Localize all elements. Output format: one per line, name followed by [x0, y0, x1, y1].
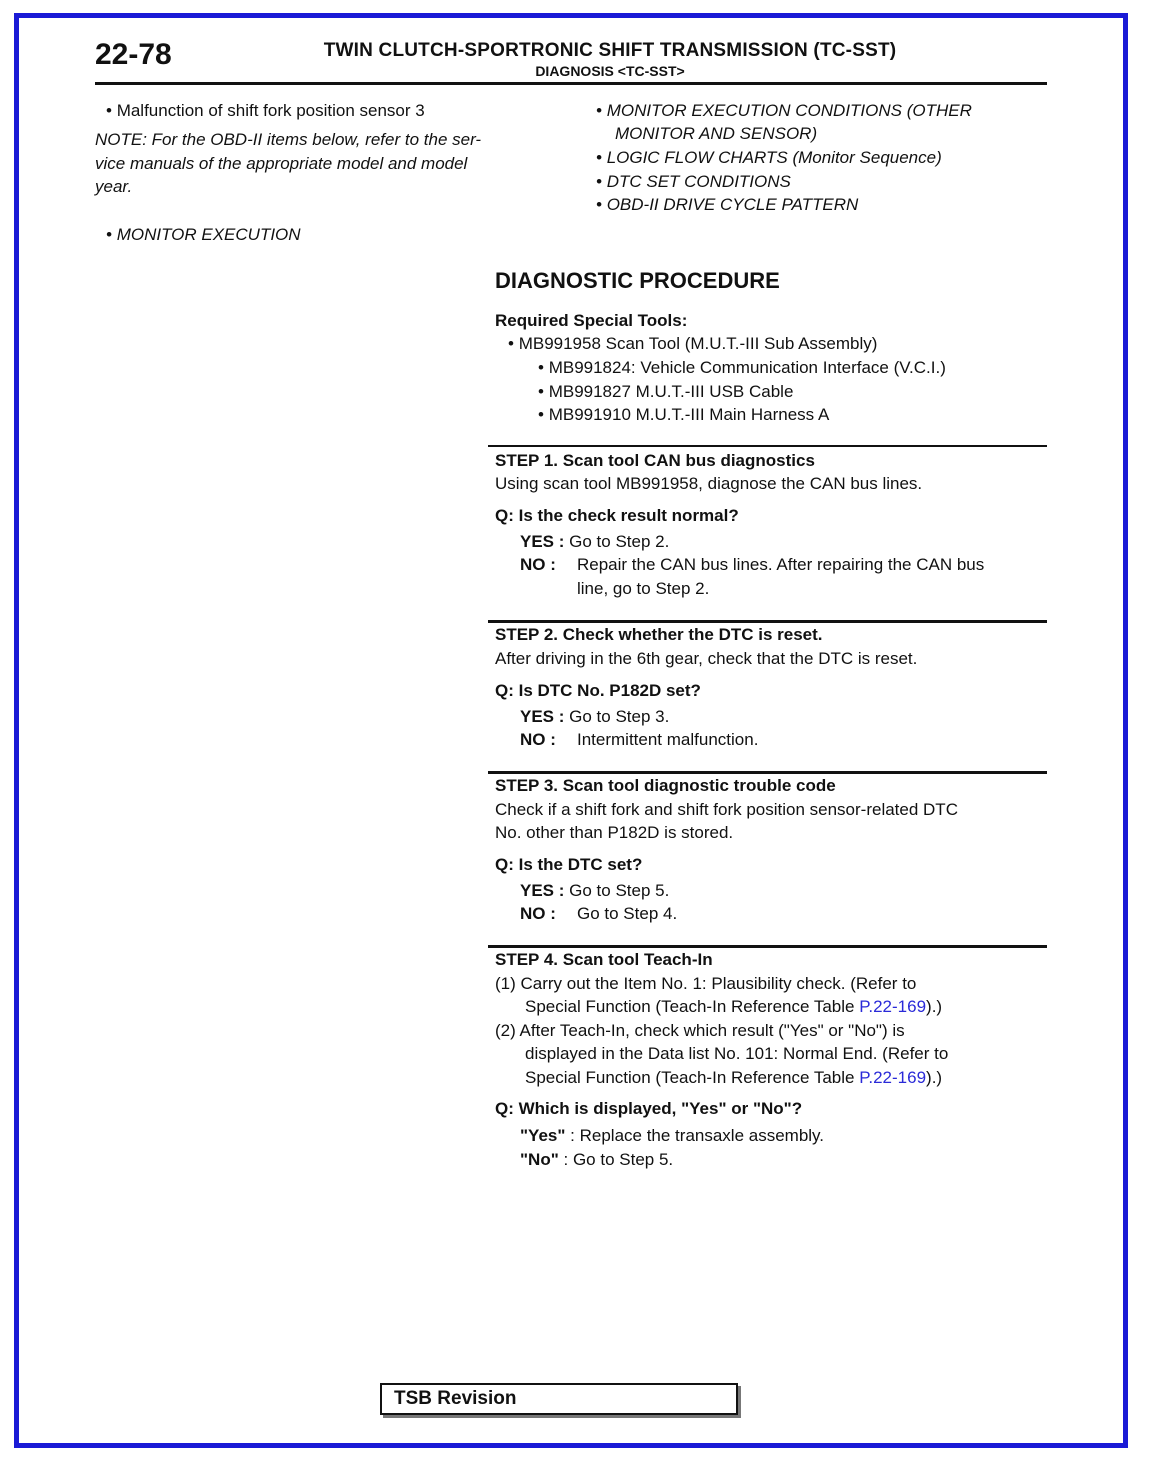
bullet-dot: • — [596, 148, 607, 167]
tool-vci: • MB991824: Vehicle Communication Interface (V.C.I.) — [538, 358, 946, 377]
note-line-2: vice manuals of the appropriate model and model — [95, 154, 468, 173]
list-item-logic-flow: • LOGIC FLOW CHARTS (Monitor Sequence) — [596, 148, 942, 167]
no-label: NO : — [520, 730, 556, 749]
step2-body: After driving in the 6th gear, check that the DTC is reset. — [495, 649, 918, 668]
yes-label: YES : — [520, 707, 565, 726]
yes-text: Go to Step 3. — [569, 707, 670, 726]
step1-question: Q: Is the check result normal? — [495, 506, 739, 525]
step2-title: STEP 2. Check whether the DTC is reset. — [495, 625, 823, 644]
yes-text: Go to Step 5. — [569, 881, 670, 900]
yes-label: "Yes" — [520, 1126, 566, 1145]
no-label: NO : — [520, 555, 556, 574]
step2-no-text: Intermittent malfunction. — [577, 730, 759, 749]
tool-main-harness: • MB991910 M.U.T.-III Main Harness A — [538, 405, 830, 424]
no-text: : Go to Step 5. — [558, 1150, 674, 1169]
step4-question: Q: Which is displayed, "Yes" or "No"? — [495, 1099, 803, 1118]
step1-no-label — [520, 553, 556, 577]
step4-item1-line2: Special Function (Teach-In Reference Table P.22-169).) — [525, 997, 943, 1016]
bullet-dot: • — [538, 405, 549, 424]
step4-no — [520, 1148, 673, 1172]
yes-text: Go to Step 2. — [569, 532, 670, 551]
note-line-1: NOTE: For the OBD-II items below, refer to the ser- — [95, 130, 482, 149]
step3-yes — [520, 879, 669, 903]
step3-question: Q: Is the DTC set? — [495, 855, 643, 874]
reference-link[interactable]: P.22-169 — [859, 997, 927, 1016]
divider-step1 — [488, 445, 1047, 447]
step1-title: STEP 1. Scan tool CAN bus diagnostics — [495, 451, 815, 470]
yes-text: : Replace the transaxle assembly. — [565, 1126, 825, 1145]
step2-no-label — [520, 728, 556, 752]
procedure-heading: DIAGNOSTIC PROCEDURE — [495, 268, 780, 293]
step4-item2-line2: displayed in the Data list No. 101: Normal End. (Refer to — [525, 1044, 949, 1063]
step2-question: Q: Is DTC No. P182D set? — [495, 681, 701, 700]
bullet-dot: • — [596, 101, 607, 120]
step3-body-1: Check if a shift fork and shift fork position sensor-related DTC — [495, 800, 958, 819]
step1-body: Using scan tool MB991958, diagnose the CAN bus lines. — [495, 474, 923, 493]
step1-yes — [520, 530, 669, 554]
list-item-conditions-cont: MONITOR AND SENSOR) — [615, 124, 818, 143]
bullet-dot: • — [508, 334, 519, 353]
bullet-malfunction: • Malfunction of shift fork position sensor 3 — [106, 101, 425, 120]
bullet-dot: • — [596, 172, 607, 191]
no-label: "No" — [520, 1150, 559, 1169]
bullet-dot: • — [538, 358, 549, 377]
step4-yes — [520, 1124, 824, 1148]
section-subtitle: DIAGNOSIS <TC-SST> — [535, 63, 685, 79]
yes-label: YES : — [520, 532, 565, 551]
header-rule — [95, 82, 1047, 85]
step3-no-label — [520, 902, 556, 926]
bullet-dot: • — [106, 101, 117, 120]
bullet-dot: • — [538, 382, 549, 401]
monitor-execution-item: • MONITOR EXECUTION — [106, 225, 301, 244]
tools-heading: Required Special Tools: — [495, 311, 688, 330]
section-title: TWIN CLUTCH-SPORTRONIC SHIFT TRANSMISSION (TC-SST) — [323, 40, 897, 61]
reference-link[interactable]: P.22-169 — [859, 1068, 927, 1087]
step4-item2-line1: (2) After Teach-In, check which result ("Yes" or "No") is — [495, 1021, 905, 1040]
step3-body-2: No. other than P182D is stored. — [495, 823, 734, 842]
list-item-dtc-set: • DTC SET CONDITIONS — [596, 172, 791, 191]
tsb-revision-label: TSB Revision — [394, 1388, 517, 1409]
note-line-3: year. — [95, 177, 133, 196]
yes-label: YES : — [520, 881, 565, 900]
list-item-conditions: • MONITOR EXECUTION CONDITIONS (OTHER — [596, 101, 972, 120]
step2-yes — [520, 705, 669, 729]
bullet-dot: • — [596, 195, 607, 214]
no-label: NO : — [520, 904, 556, 923]
step1-no-text-2: line, go to Step 2. — [577, 579, 710, 598]
list-item-drive-cycle: • OBD-II DRIVE CYCLE PATTERN — [596, 195, 859, 214]
tool-scan-tool: • MB991958 Scan Tool (M.U.T.-III Sub Assembly) — [508, 334, 878, 353]
bullet-dot: • — [106, 225, 117, 244]
step4-item2-line3: Special Function (Teach-In Reference Table P.22-169).) — [525, 1068, 943, 1087]
step4-item1-line1: (1) Carry out the Item No. 1: Plausibility check. (Refer to — [495, 974, 917, 993]
tool-usb-cable: • MB991827 M.U.T.-III USB Cable — [538, 382, 794, 401]
tsb-revision-box — [380, 1383, 738, 1415]
step4-title: STEP 4. Scan tool Teach-In — [495, 950, 713, 969]
page-number: 22-78 — [95, 38, 172, 71]
step1-no-text-1: Repair the CAN bus lines. After repairing the CAN bus — [577, 555, 985, 574]
step3-no-text: Go to Step 4. — [577, 904, 678, 923]
step3-title: STEP 3. Scan tool diagnostic trouble code — [495, 776, 836, 795]
